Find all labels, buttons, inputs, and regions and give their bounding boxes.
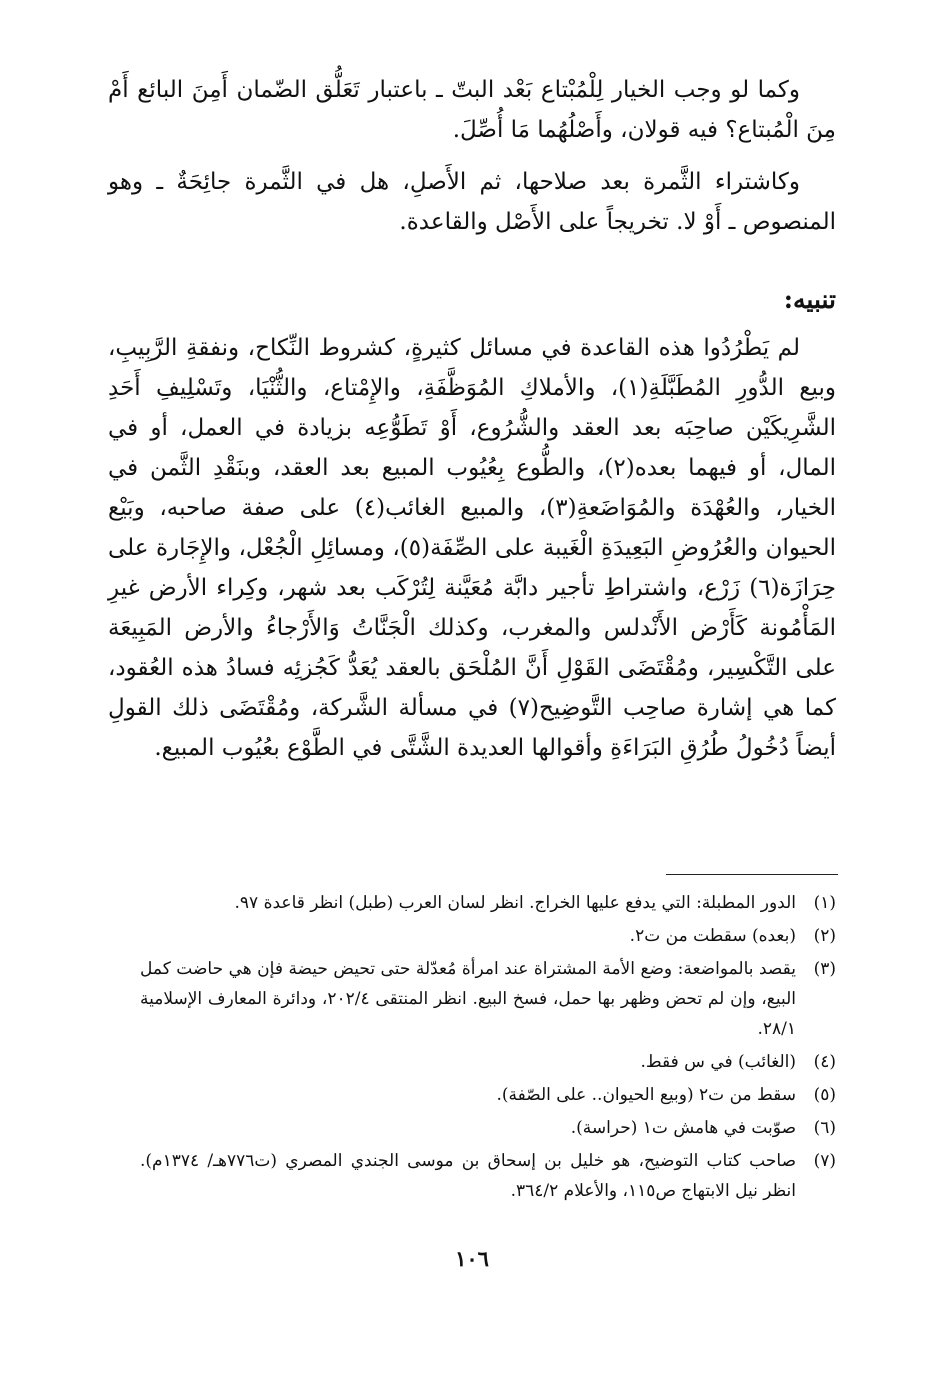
paragraph-2: وكاشتراء الثَّمرة بعد صلاحها، ثم الأَصلِ، هل في الثَّمرة جائِحَةٌ ـ وهو المنصوص ـ أَوْ لا. تخريجاً على الأَصْل والقاعدة. [108, 169, 836, 235]
footnote-5 [140, 1080, 836, 1110]
footnote-divider [666, 874, 838, 875]
paragraph-1: وكما لو وجب الخيار لِلْمُبْتاع بَعْد البتّ ـ باعتبار تَعَلُّق الضّمان أَمِنَ البائع أَمْ مِنَ الْمُبتاع؟ فيه قولان، وأَصْلُهُما مَا أُصِّلَ. [108, 77, 836, 143]
main-text [108, 70, 836, 768]
footnote-number: (٥) [813, 1085, 836, 1105]
footnote-1 [140, 888, 836, 918]
footnote-2 [140, 921, 836, 951]
page-number: ١٠٦ [455, 1246, 489, 1271]
footnote-4 [140, 1047, 836, 1077]
footnote-number: (١) [813, 893, 836, 913]
footnote-number: (٣) [813, 959, 836, 979]
footnote-text: صاحب كتاب التوضيح، هو خليل بن إسحاق بن موسى الجندي المصري (ت٧٧٦هـ/ ١٣٧٤م). انظر نيل الابتهاج ص١١٥، والأعلام ٣٦٤/٢. [140, 1151, 796, 1201]
footnote-6 [140, 1113, 836, 1143]
footnote-text: صوّبت في هامش ت١ (حراسة). [570, 1118, 796, 1138]
section-heading: تنبيه: [783, 285, 836, 314]
footnote-7 [140, 1146, 836, 1206]
footnote-text: سقط من ت٢ (وبيع الحيوان.. على الصّفة). [496, 1085, 796, 1105]
footnote-text: (الغائب) في س فقط. [640, 1052, 796, 1072]
footnote-number: (٤) [813, 1052, 836, 1072]
footnote-3 [140, 954, 836, 1044]
footnote-text: (بعده) سقطت من ت٢. [629, 926, 796, 946]
footnote-number: (٧) [813, 1151, 836, 1171]
footnote-number: (٦) [813, 1118, 836, 1138]
footnote-text: الدور المطبلة: التي يدفع عليها الخراج. انظر لسان العرب (طبل) انظر قاعدة ٩٧. [234, 893, 796, 913]
footnote-text: يقصد بالمواضعة: وضع الأمة المشتراة عند امرأة مُعدّلة حتى تحيض حيضة فإن هي حاضت كمل البيع، وإن لم تحض وظهر بها حمل، فسخ البيع. انظر المنتقى ٢٠٢/٤، ودائرة المعارف الإسلامية ٢٨/١. [140, 959, 797, 1039]
footnote-number: (٢) [813, 926, 836, 946]
paragraph-3: لم يَطْرُدُوا هذه القاعدة في مسائل كثيرةٍ، كشروط النِّكاح، ونفقةِ الرَّبِيبِ، وبيع الدُّورِ المُطَبَّلَةِ(١)، والأملاكِ المُوَظَّفَةِ، والإِمْتاع، والثُّنْيَا، وتَسْلِيفِ أَحَدِ الشَّرِيكَيْن صاحِبَه بعد العقد والشُّرُوع، أَوْ تَطَوُّعِه بزيادة في العمل، أو في المال، أو فيهما بعده(٢)، والطُّوع بِعُيُوب المبيع بعد العقد، وبنَقْدِ الثَّمن في الخيار، والعُهْدَة والمُوَاضَعةِ(٣)، والمبيع الغائب(٤) على صفة صاحبه، وبَيْع الحيوان والعُرُوضِ البَعِيدَةِ الْغَيبة على الصِّفَة(٥)، ومسائِلِ الْجُعْل، والإِجَارة على حِرَازَة(٦) زَرْع، واشتراطِ تأجير دابَّة مُعَيَّنة لِتُرْكَب بعد شهر، وكِراء الأرض غيرِ المَأْمُونة كَأَرْض الأَنْدلس والمغرب، وكذلك الْجَنَّاتُ وَالأَرْجاءُ والأرض المَبِيعَة على التَّكْسِير، ومُقْتَضَى القَوْلِ أَنَّ المُلْحَق بالعقد يُعَدُّ كَجُزئِه فسادُ هذه العُقود، كما هي إشارة صاحِب التَّوضِيح(٧) في مسألة الشَّركة، ومُقْتَضَى ذلك القولِ أيضاً دُخُولُ طُرُقِ البَرَاءَةِ وأقوالها العديدة الشَّتَّى في الطَّوْع بعُيُوب المبيع. [108, 335, 837, 761]
footnotes [140, 888, 836, 1209]
